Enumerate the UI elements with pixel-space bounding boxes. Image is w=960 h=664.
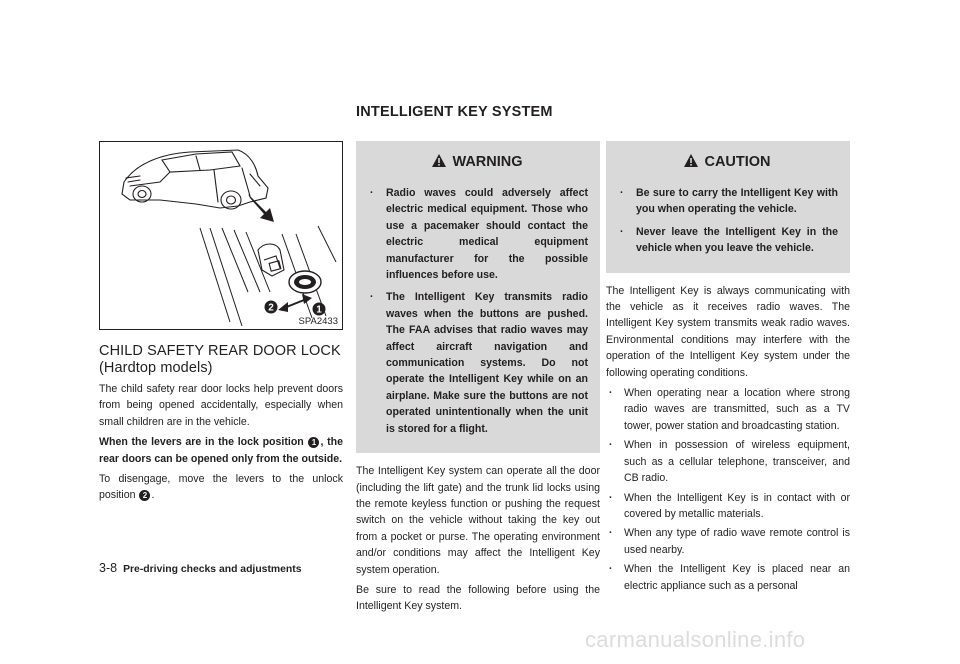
- column-child-lock: [99, 141, 343, 508]
- page-footer: [99, 560, 302, 578]
- caution-item-1: . Be sure to carry the Intelligent Key with you when operating the vehicle.: [616, 185, 838, 218]
- caution-title-text: CAUTION: [704, 154, 771, 170]
- footer-section-title: Pre-driving checks and adjustments: [123, 564, 302, 575]
- intelligent-key-para2: Be sure to read the following before using the Intelligent Key system.: [356, 583, 600, 613]
- child-lock-para2: [99, 434, 343, 467]
- child-lock-figure: [99, 141, 343, 330]
- condition-item-4: . When any type of radio wave remote control is used nearby.: [606, 525, 850, 558]
- communication-para: The Intelligent Key is always communicating with the vehicle as it receives radio waves. The Intelligent Key system transmits weak radio waves. Environmental conditions may interfere with the operation of the Intelligent Key system under the following operating conditions.: [606, 284, 850, 379]
- watermark: carmanualsonline.info: [585, 627, 806, 652]
- caution-list: [616, 185, 838, 257]
- warning-item-2: . The Intelligent Key transmits radio waves when the buttons are pushed. The FAA advises that radio waves may affect aircraft navigation and communication systems. Do not operate the Intelligent Key while on an airplane. Make sure the buttons are not operated unintentionally when the unit is stored for a flight.: [366, 289, 588, 437]
- figure-code: SPA2433: [298, 316, 338, 327]
- para3-after: .: [151, 489, 155, 502]
- warning-triangle-icon: [431, 153, 447, 173]
- caution-triangle-icon: [683, 153, 699, 173]
- callout-ref-1: 1: [308, 437, 319, 448]
- caution-title: [616, 153, 838, 173]
- para2-before: When the levers are in the lock position: [99, 436, 304, 449]
- child-lock-para3: [99, 471, 343, 504]
- child-lock-heading: [99, 343, 343, 377]
- car-door-illustration: [100, 142, 342, 329]
- child-lock-para1: The child safety rear door locks help prevent doors from being opened accidentally, especially when small children are in the vehicle.: [99, 383, 343, 428]
- para2-after: , the rear doors can be opened only from the outside.: [99, 436, 344, 465]
- caution-item-2: . Never leave the Intelligent Key in the vehicle when you leave the vehicle.: [616, 224, 838, 257]
- warning-item-1: . Radio waves could adversely affect electric medical equipment. Those who use a pacemaker should contact the electric medical equipment manufacturer for the possible influences before use.: [366, 185, 588, 283]
- para3-before: To disengage, move the levers to the unlock position: [99, 473, 343, 502]
- condition-item-1: . When operating near a location where strong radio waves are transmitted, such as a TV tower, power station and broadcasting station.: [606, 385, 850, 434]
- warning-title-text: WARNING: [452, 154, 523, 170]
- callout-2: 2: [268, 302, 274, 314]
- caution-box: [606, 141, 850, 273]
- intelligent-key-para1: The Intelligent Key system can operate all the door (including the lift gate) and the trunk lid locks using the remote keyless function or pushing the request switch on the vehicle without taking the key out from a pocket or purse. The operating environment and/or conditions may affect the Intelligent Key system operation.: [356, 465, 600, 576]
- column-warning: [356, 141, 600, 619]
- column-caution: [606, 141, 850, 597]
- callout-1: 1: [316, 304, 322, 316]
- child-lock-heading-line1: CHILD SAFETY REAR DOOR LOCK: [99, 343, 341, 359]
- section-heading: INTELLIGENT KEY SYSTEM: [356, 104, 553, 120]
- page-number: 3-8: [99, 561, 118, 575]
- callout-ref-2: 2: [139, 490, 150, 501]
- condition-item-5: . When the Intelligent Key is placed near an electric appliance such as a personal: [606, 561, 850, 594]
- warning-list: [366, 185, 588, 437]
- warning-title: [366, 153, 588, 173]
- child-lock-heading-line2: (Hardtop models): [99, 360, 213, 376]
- condition-item-3: . When the Intelligent Key is in contact with or covered by metallic materials.: [606, 490, 850, 523]
- condition-item-2: . When in possession of wireless equipment, such as a cellular telephone, transceiver, and CB radio.: [606, 437, 850, 486]
- conditions-list: [606, 385, 850, 594]
- warning-box: [356, 141, 600, 453]
